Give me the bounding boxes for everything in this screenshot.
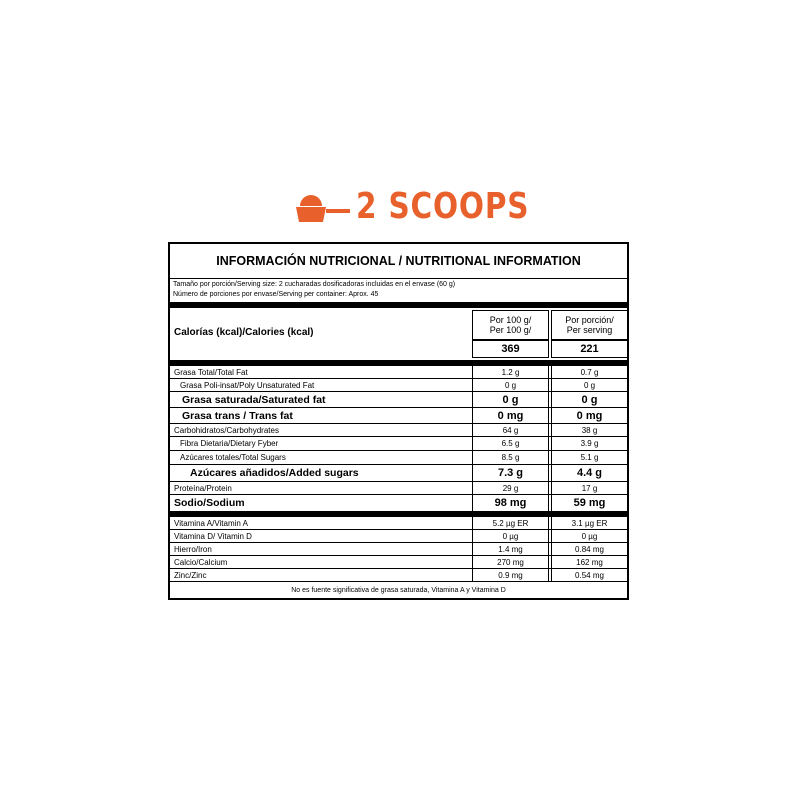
table-row: Fibra Dietaria/Dietary Fyber 6.5 g 3.9 g [170,437,627,451]
serving-size: Tamaño por porción/Serving size: 2 cucharadas dosificadoras incluidas en el envase (60 g) [173,281,456,288]
table-row: Carbohidratos/Carbohydrates 64 g 38 g [170,424,627,437]
scoop-icon [296,194,350,224]
servings-per-container: Número de porciones por envase/Serving per container: Aprox. 45 [173,290,379,298]
table-row: Grasa Total/Total Fat 1.2 g 0.7 g [170,366,627,379]
table-row: Proteína/Protein 29 g 17 g [170,482,627,495]
label-title: INFORMACIÓN NUTRICIONAL / NUTRITIONAL INFORMATION [170,244,627,279]
brand-header [296,186,530,232]
table-row: Grasa trans / Trans fat 0 mg 0 mg [170,408,627,424]
table-row: Grasa Poli-insat/Poly Unsaturated Fat 0 g 0 g [170,379,627,392]
calories-label: Calorías (kcal)/Calories (kcal) [174,326,314,338]
calories-serving: 221 [551,340,628,358]
col-header-serving: Por porción/ Per serving [551,310,628,340]
col-header-per100: Por 100 g/ Per 100 g/ [472,310,549,340]
table-row: Calcio/Calcium 270 mg 162 mg [170,556,627,569]
calories-per100: 369 [472,340,549,358]
brand-title: 2 SCOOPS [356,186,530,227]
table-row: Zinc/Zinc 0.9 mg 0.54 mg [170,569,627,582]
table-row: Azúcares añadidos/Added sugars 7.3 g 4.4 g [170,465,627,482]
table-row: Hierro/Iron 1.4 mg 0.84 mg [170,543,627,556]
table-row: Sodio/Sodium 98 mg 59 mg [170,495,627,511]
table-row: Vitamina D/ Vitamin D 0 µg 0 µg [170,530,627,543]
nutrition-label [168,242,629,600]
table-row: Vitamina A/Vitamin A 5.2 µg ER 3.1 µg ER [170,517,627,530]
table-row: Grasa saturada/Saturated fat 0 g 0 g [170,392,627,408]
table-row: Azúcares totales/Total Sugars 8.5 g 5.1 g [170,451,627,465]
serving-info [173,280,455,299]
footnote: No es fuente significativa de grasa saturada, Vitamina A y Vitamina D [291,587,506,594]
